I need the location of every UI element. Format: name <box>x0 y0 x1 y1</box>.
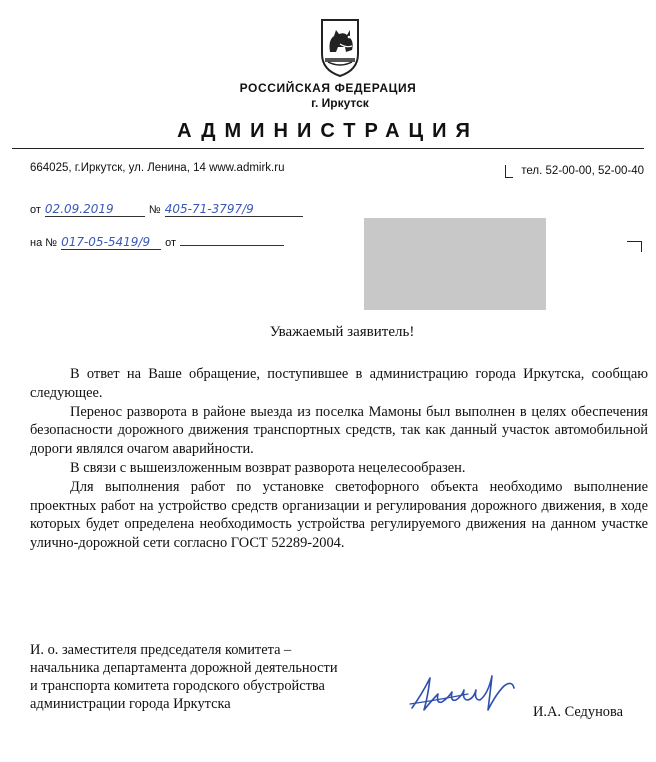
from-label: от <box>30 204 41 216</box>
redacted-recipient-block <box>364 218 546 310</box>
address-corner-mark <box>627 241 642 252</box>
handwritten-signature <box>408 664 518 720</box>
coat-of-arms-icon <box>316 14 364 78</box>
body-paragraph: Перенос разворота в районе выезда из поселка Мамоны был выполнен в целях обеспечения безопасности дорожного движения транспортных средств, так как данный участок автомобильной дороги являлся очагом аварийности. <box>30 403 648 458</box>
signatory-position <box>30 641 338 713</box>
letter-body <box>30 365 648 553</box>
date-field <box>45 200 145 217</box>
signatory-title-line: администрации города Иркутска <box>30 696 231 712</box>
header-divider <box>12 148 644 149</box>
phone-numbers: тел. 52-00-00, 52-00-40 <box>521 165 644 177</box>
number-label: № <box>148 204 161 216</box>
signatory-title-line: начальника департамента дорожной деятельности <box>30 660 338 676</box>
number-field <box>165 200 303 217</box>
incoming-from-label: от <box>165 237 176 249</box>
body-paragraph: В связи с вышеизложенным возврат разворота нецелесообразен. <box>70 459 466 476</box>
body-paragraph: Для выполнения работ по установке светофорного объекта необходимо выполнение проектных работ на устройство средств организации и регулирования дорожного движения, в ходе которых будет определена необходимость устройства регулируемого движения на данном участке улично-дорожной сети согласно ГОСТ 52289-2004. <box>30 478 648 552</box>
number-value: 405-71-3797/9 <box>164 202 254 216</box>
phone-bracket-left <box>505 165 513 178</box>
outgoing-reference <box>30 200 303 218</box>
incoming-reference <box>30 229 284 251</box>
signatory-title-line: И. о. заместителя председателя комитета – <box>30 642 292 658</box>
incoming-number-value: 017-05-5419/9 <box>61 235 151 249</box>
incoming-date-field <box>180 229 284 246</box>
city-name: г. Иркутск <box>311 96 369 110</box>
organization-title: АДМИНИСТРАЦИЯ <box>177 120 479 142</box>
salutation: Уважаемый заявитель! <box>269 324 415 340</box>
country-name: РОССИЙСКАЯ ФЕДЕРАЦИЯ <box>239 81 417 95</box>
incoming-number-field <box>61 233 161 250</box>
to-number-label: на № <box>30 237 58 249</box>
signatory-name: И.А. Седунова <box>533 704 623 720</box>
date-value: 02.09.2019 <box>44 202 114 216</box>
body-paragraph: В ответ на Ваше обращение, поступившее в администрацию города Иркутска, сообщаю следующее. <box>30 366 648 401</box>
address-line: 664025, г.Иркутск, ул. Ленина, 14 www.admirk.ru <box>30 162 285 174</box>
signatory-title-line: и транспорта комитета городского обустройства <box>30 678 325 694</box>
